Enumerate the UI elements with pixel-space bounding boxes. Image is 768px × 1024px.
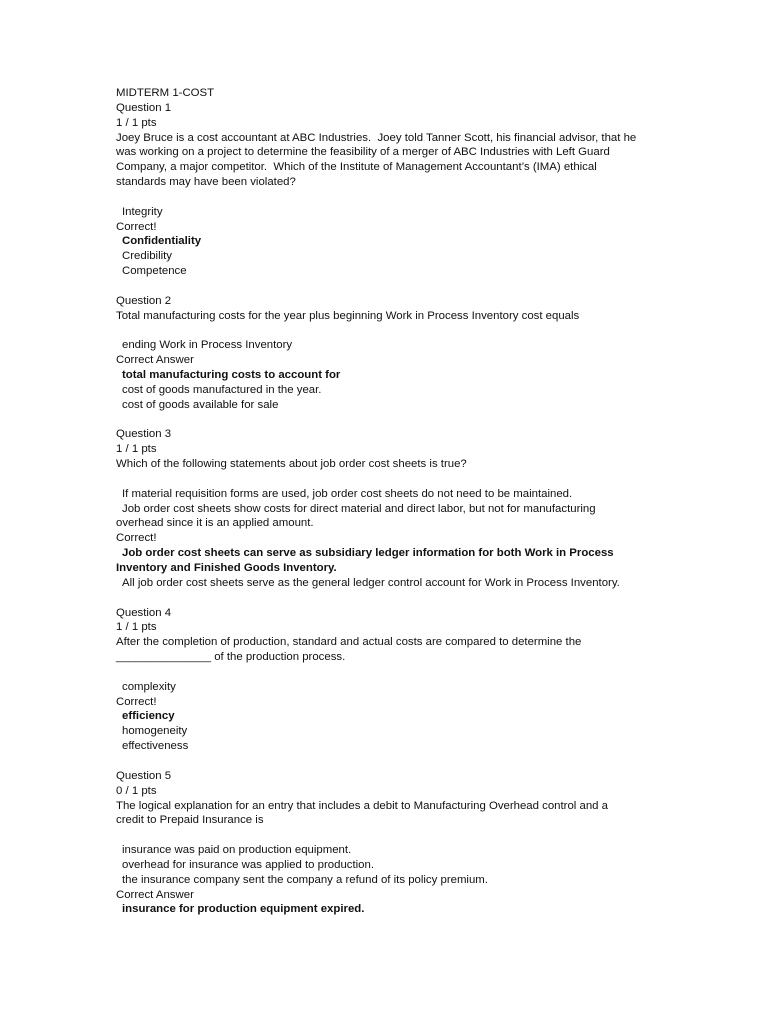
question-text-line: Which of the following statements about job order cost sheets is true? xyxy=(116,458,467,471)
answer-option: All job order cost sheets serve as the general ledger control account for Work in Process Inventory. xyxy=(122,576,620,589)
correct-marker: Correct! xyxy=(116,532,157,545)
answer-option-correct: Job order cost sheets can serve as subsidiary ledger information for both Work in Process xyxy=(122,547,614,560)
question-text-line: Company, a major competitor. Which of the Institute of Management Accountant’s (IMA) ethical xyxy=(116,161,597,174)
question-text-line: After the completion of production, standard and actual costs are compared to determine the xyxy=(116,636,582,649)
question-label: Question 2 xyxy=(116,294,172,307)
answer-option-correct: total manufacturing costs to account for xyxy=(122,369,341,382)
spacer xyxy=(116,828,656,843)
spacer xyxy=(116,413,656,428)
answer-option: complexity xyxy=(122,680,176,693)
answer-option: Integrity xyxy=(122,205,163,218)
answer-option: the insurance company sent the company a refund of its policy premium. xyxy=(122,873,488,886)
question-score: 1 / 1 pts xyxy=(116,621,157,634)
question-5 xyxy=(116,769,656,917)
answer-option-correct: insurance for production equipment expired. xyxy=(122,903,365,916)
answer-option: overhead for insurance was applied to production. xyxy=(122,858,375,871)
spacer xyxy=(116,324,656,339)
answer-option-correct: efficiency xyxy=(122,710,175,723)
answer-option: Competence xyxy=(122,265,187,278)
question-text-line: Joey Bruce is a cost accountant at ABC Industries. Joey told Tanner Scott, his financial advisor, that he xyxy=(116,131,637,144)
question-score: 1 / 1 pts xyxy=(116,116,157,129)
question-label: Question 5 xyxy=(116,769,172,782)
answer-option: Credibility xyxy=(122,250,173,263)
correct-answer-marker: Correct Answer xyxy=(116,888,194,901)
spacer xyxy=(116,591,656,606)
document-title: MIDTERM 1-COST xyxy=(116,87,215,99)
question-label: Question 4 xyxy=(116,606,172,619)
question-label: Question 1 xyxy=(116,101,172,114)
spacer xyxy=(116,279,656,294)
question-text-line: credit to Prepaid Insurance is xyxy=(116,814,264,827)
question-score: 1 / 1 pts xyxy=(116,443,157,456)
correct-answer-marker: Correct Answer xyxy=(116,354,194,367)
question-label: Question 3 xyxy=(116,428,172,441)
correct-marker: Correct! xyxy=(116,695,157,708)
answer-option: If material requisition forms are used, job order cost sheets do not need to be maintained. xyxy=(122,487,573,500)
question-2 xyxy=(116,294,656,413)
question-text-line: _______________ of the production process. xyxy=(116,651,346,664)
spacer xyxy=(116,190,656,205)
correct-marker: Correct! xyxy=(116,220,157,233)
question-text-line: was working on a project to determine the feasibility of a merger of ABC Industries with Left Guard xyxy=(116,146,610,159)
question-text-line: standards may have been violated? xyxy=(116,176,296,189)
answer-option-correct: Confidentiality xyxy=(122,235,202,248)
spacer xyxy=(116,665,656,680)
question-3 xyxy=(116,427,656,590)
spacer xyxy=(116,754,656,769)
answer-option-continued: overhead since it is an applied amount. xyxy=(116,517,314,530)
answer-option: insurance was paid on production equipment. xyxy=(122,844,352,857)
answer-option: homogeneity xyxy=(122,725,188,738)
answer-option-correct-continued: Inventory and Finished Goods Inventory. xyxy=(116,562,337,574)
question-score: 0 / 1 pts xyxy=(116,784,157,797)
answer-option: effectiveness xyxy=(122,740,189,753)
document-page xyxy=(116,86,656,917)
answer-option: cost of goods available for sale xyxy=(122,398,279,411)
spacer xyxy=(116,472,656,487)
question-text-line: The logical explanation for an entry that includes a debit to Manufacturing Overhead control and a xyxy=(116,799,608,812)
answer-option: Job order cost sheets show costs for direct material and direct labor, but not for manufacturing xyxy=(122,502,596,515)
question-text-line: Total manufacturing costs for the year plus beginning Work in Process Inventory cost equals xyxy=(116,309,580,322)
question-4 xyxy=(116,606,656,754)
question-1 xyxy=(116,101,656,279)
answer-option: ending Work in Process Inventory xyxy=(122,339,293,352)
answer-option: cost of goods manufactured in the year. xyxy=(122,383,322,396)
